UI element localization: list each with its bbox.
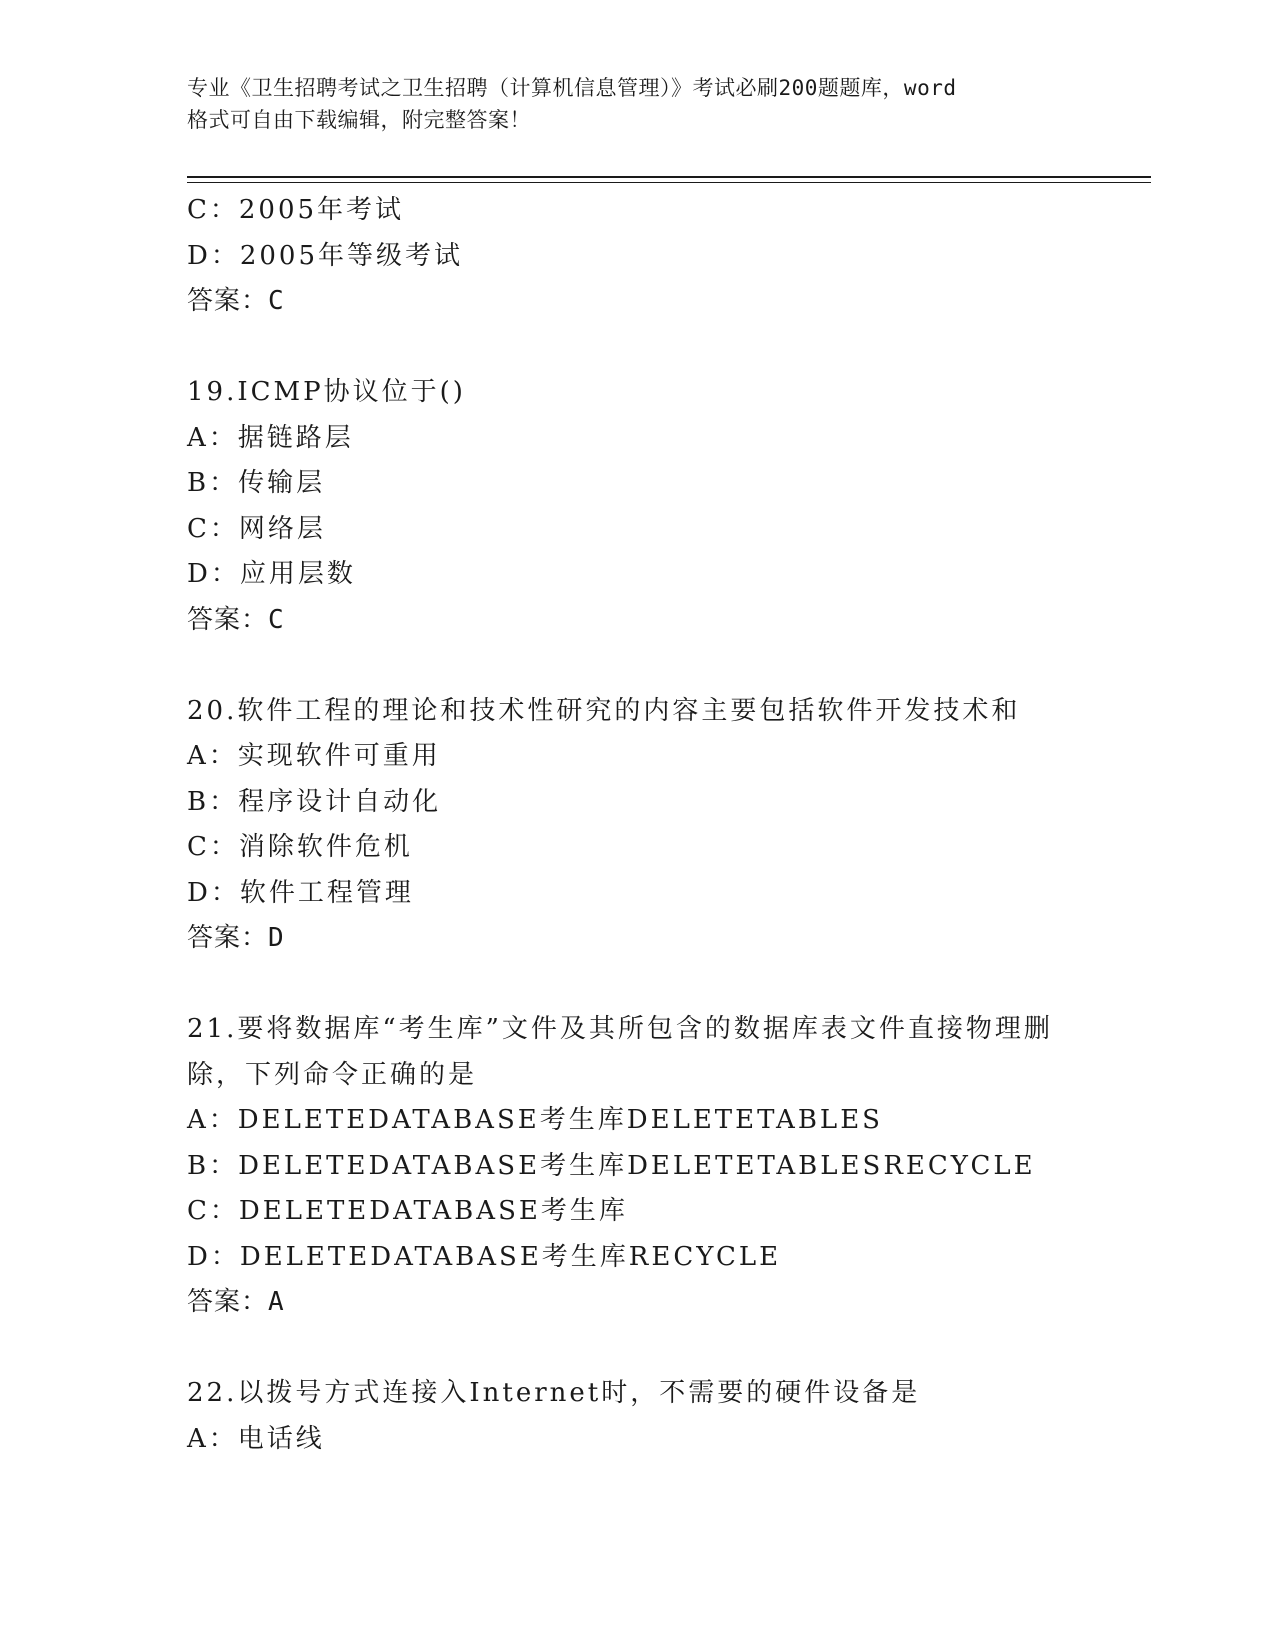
answer: 答案：A — [187, 1287, 285, 1317]
question-20 — [187, 689, 1087, 962]
question-21 — [187, 1007, 1087, 1326]
option-c: C：消除软件危机 — [187, 832, 413, 862]
spacer — [187, 1326, 1087, 1372]
header-line-2: 格式可自由下载编辑，附完整答案！ — [187, 108, 531, 132]
question-stem: 21.要将数据库“考生库”文件及其所包含的数据库表文件直接物理删 — [187, 1014, 1053, 1044]
option-c: C：2005年考试 — [187, 195, 405, 225]
option-d: D：应用层数 — [187, 559, 356, 589]
spacer — [187, 962, 1087, 1008]
option-b: B：传输层 — [187, 468, 326, 498]
option-a: A：电话线 — [187, 1423, 325, 1454]
option-a: A：据链路层 — [187, 422, 354, 453]
option-a: A：实现软件可重用 — [187, 741, 441, 771]
option-a: A：DELETEDATABASE考生库DELETETABLES — [187, 1105, 883, 1135]
question-18-continued — [187, 188, 1087, 325]
header-rule-thin — [187, 182, 1151, 183]
option-d: D：软件工程管理 — [187, 877, 414, 908]
spacer — [187, 325, 1087, 371]
question-22 — [187, 1371, 1087, 1462]
question-stem-continued: 除，下列命令正确的是 — [187, 1059, 478, 1090]
spacer — [187, 643, 1087, 689]
header-rule-thick — [187, 176, 1151, 178]
header-line-1: 专业《卫生招聘考试之卫生招聘（计算机信息管理）》考试必刷200题题库，word — [187, 76, 957, 100]
option-c: C：网络层 — [187, 513, 326, 544]
option-c: C：DELETEDATABASE考生库 — [187, 1196, 628, 1226]
question-stem: 19.ICMP协议位于() — [187, 377, 466, 407]
option-d: D：2005年等级考试 — [187, 240, 464, 271]
document-header — [187, 72, 1087, 136]
answer: 答案：C — [187, 604, 285, 635]
option-d: D：DELETEDATABASE考生库RECYCLE — [187, 1241, 782, 1272]
question-list — [187, 188, 1087, 1462]
answer: 答案：C — [187, 286, 285, 316]
question-19 — [187, 370, 1087, 643]
option-b: B：DELETEDATABASE考生库DELETETABLESRECYCLE — [187, 1150, 1036, 1181]
answer: 答案：D — [187, 923, 285, 953]
option-b: B：程序设计自动化 — [187, 786, 442, 817]
question-stem: 20.软件工程的理论和技术性研究的内容主要包括软件开发技术和 — [187, 695, 1021, 726]
question-stem: 22.以拨号方式连接入Internet时，不需要的硬件设备是 — [187, 1378, 921, 1408]
